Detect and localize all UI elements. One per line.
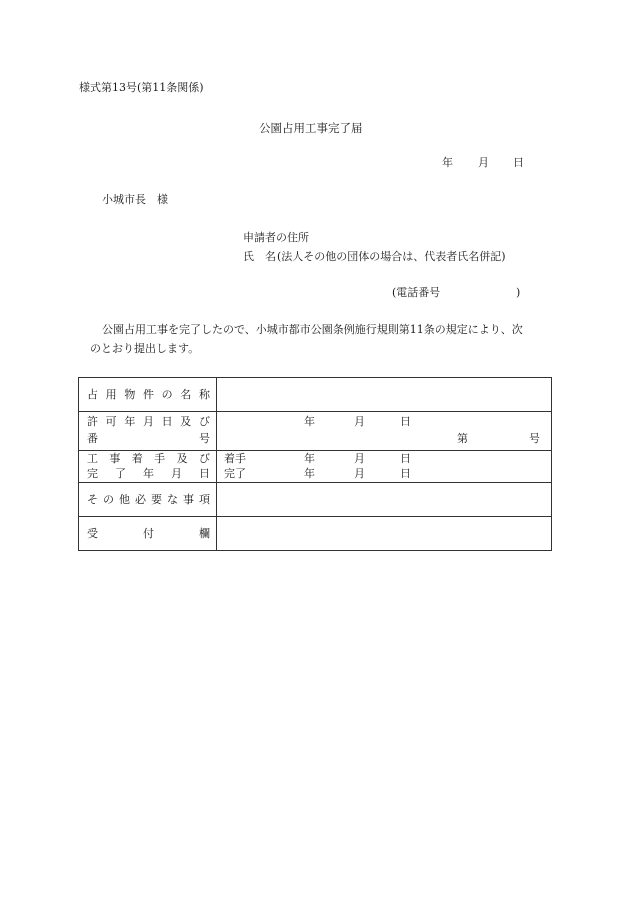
applicant-phone-close: ): [516, 286, 521, 299]
label-char: の: [161, 388, 173, 401]
label-char: 称: [198, 388, 210, 401]
label-char: 日: [199, 467, 210, 480]
work-end-day: 日: [400, 467, 411, 480]
label-char: 付: [143, 527, 154, 540]
work-end-label: 完了: [224, 467, 246, 480]
label-char: そ: [87, 493, 98, 506]
label-char: 許: [87, 415, 98, 428]
body-text-line-2: のとおり提出します。: [90, 342, 200, 355]
label-char: 可: [105, 415, 117, 428]
label-text: [79, 527, 216, 541]
applicant-name-label-1: 氏: [243, 250, 254, 263]
value-permit-date[interactable]: [217, 412, 552, 451]
label-char: 着: [131, 452, 143, 465]
work-start-day: 日: [400, 452, 411, 465]
label-char: 他: [119, 493, 130, 506]
work-start-label: 着手: [224, 452, 246, 465]
work-start-year: 年: [304, 452, 315, 465]
permit-month: 月: [354, 415, 365, 428]
row-reception: [79, 517, 552, 551]
date-month: 月: [478, 156, 489, 169]
label-char: 要: [151, 493, 162, 506]
label-char: 及: [176, 452, 188, 465]
label-text-line-1: [79, 415, 216, 429]
label-char: び: [198, 415, 210, 428]
form-number: 様式第13号(第11条関係): [79, 81, 204, 94]
label-char: 年: [143, 467, 154, 480]
label-char: 物: [124, 388, 136, 401]
completion-table: [78, 377, 552, 551]
label-char: 了: [115, 467, 126, 480]
label-char: 番: [87, 432, 98, 445]
applicant-phone-open: (電話番号: [392, 286, 441, 299]
permit-dai: 第: [457, 432, 468, 445]
work-end-month: 月: [354, 467, 365, 480]
permit-go: 号: [529, 432, 540, 445]
label-occupied-property: [79, 378, 217, 412]
row-work-dates: [79, 451, 552, 483]
label-reception: [79, 517, 217, 551]
label-char: 項: [199, 493, 210, 506]
label-char: 受: [87, 527, 98, 540]
label-char: 用: [105, 388, 117, 401]
value-work-dates[interactable]: [217, 451, 552, 483]
label-char: 件: [142, 388, 154, 401]
applicant-name-note: (法人その他の団体の場合は、代表者氏名併記): [277, 250, 506, 263]
date-day: 日: [513, 156, 524, 169]
label-text: [79, 388, 216, 402]
label-char: 欄: [199, 527, 210, 540]
body-text-line-1: 公園占用工事を完了したので、小城市都市公園条例施行規則第11条の規定により、次: [102, 323, 523, 336]
label-char: 必: [135, 493, 146, 506]
label-char: 月: [171, 467, 182, 480]
label-char: 名: [180, 388, 192, 401]
row-permit-date: [79, 412, 552, 451]
label-char: 占: [87, 388, 98, 401]
applicant-name-label-2: 名: [265, 250, 276, 263]
label-text-line-1: [79, 452, 216, 466]
addressee: 小城市長 様: [102, 193, 168, 206]
label-char: 年: [124, 415, 136, 428]
date-year: 年: [442, 156, 453, 169]
label-char: 号: [199, 432, 210, 445]
label-other-matters: [79, 483, 217, 517]
page-title: 公園占用工事完了届: [259, 121, 363, 135]
row-occupied-property: [79, 378, 552, 412]
label-char: な: [167, 493, 178, 506]
value-occupied-property[interactable]: [217, 378, 552, 412]
applicant-address-label: 申請者の住所: [243, 231, 309, 244]
label-permit-date: [79, 412, 217, 451]
label-char: 月: [142, 415, 154, 428]
label-char: 完: [87, 467, 98, 480]
row-other-matters: [79, 483, 552, 517]
label-char: 及: [180, 415, 192, 428]
label-char: 事: [183, 493, 194, 506]
label-char: 日: [161, 415, 173, 428]
label-char: び: [198, 452, 210, 465]
permit-year: 年: [304, 415, 315, 428]
label-char: 手: [154, 452, 166, 465]
label-char: 工: [87, 452, 98, 465]
label-work-dates: [79, 451, 217, 483]
permit-day: 日: [400, 415, 411, 428]
label-text: [79, 493, 216, 507]
work-start-month: 月: [354, 452, 365, 465]
label-char: 事: [109, 452, 121, 465]
value-other-matters[interactable]: [217, 483, 552, 517]
label-text-line-2: [79, 467, 216, 481]
value-reception[interactable]: [217, 517, 552, 551]
work-end-year: 年: [304, 467, 315, 480]
label-char: の: [103, 493, 114, 506]
label-text-line-2: [79, 432, 216, 446]
